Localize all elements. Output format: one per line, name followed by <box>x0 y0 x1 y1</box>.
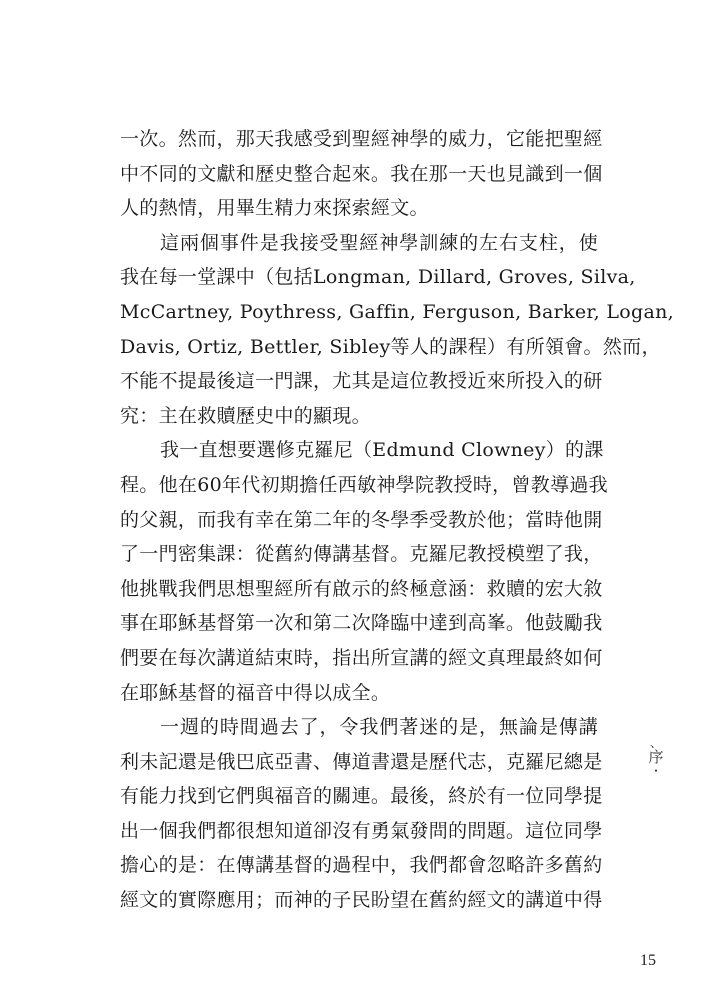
section-label: 序 <box>648 748 664 766</box>
text-line: 擔心的是：在傳講基督的過程中，我們都會忽略許多舊約 <box>120 854 603 877</box>
text-line: 人的熱情，用畢生精力來探索經文。 <box>120 197 429 220</box>
text-line: 我一直想要選修克羅尼（Edmund Clowney）的課 <box>160 439 604 462</box>
text-line: 有能力找到它們與福音的關連。最後，終於有一位同學提 <box>120 785 603 808</box>
body-text <box>120 122 674 918</box>
text-line: 出一個我們都很想知道卻沒有勇氣發問的問題。這位同學 <box>120 819 603 842</box>
text-line: 的父親，而我有幸在第二年的冬學季受教於他；當時他開 <box>120 508 603 531</box>
text-line: 這兩個事件是我接受聖經神學訓練的左右支柱，使 <box>160 231 598 254</box>
text-line: 一次。然而，那天我感受到聖經神學的威力，它能把聖經 <box>120 128 603 150</box>
text-line: 不能不提最後這一門課，尤其是這位教授近來所投入的研 <box>120 370 603 393</box>
text-line: 了一門密集課：從舊約傳講基督。克羅尼教授模塑了我， <box>120 543 603 566</box>
marker-dot-top: 、 <box>649 736 662 750</box>
text-line: McCartney, Poythress, Gaffin, Ferguson, Barker, Logan, <box>120 300 674 323</box>
text-line: 我在每一堂課中（包括Longman, Dillard, Groves, Silva, <box>120 266 636 289</box>
text-line: Davis, Ortiz, Bettler, Sibley等人的課程）有所領會。然而， <box>120 335 661 358</box>
section-marker <box>646 738 666 776</box>
page-number: 15 <box>640 952 656 969</box>
marker-dot-bottom: ・ <box>649 764 662 778</box>
text-line: 事在耶穌基督第一次和第二次降臨中達到高峯。他鼓勵我 <box>120 612 603 635</box>
text-line: 在耶穌基督的福音中得以成全。 <box>120 681 391 704</box>
text-line: 他挑戰我們思想聖經所有啟示的終極意涵：救贖的宏大敘 <box>120 577 603 600</box>
text-line: 經文的實際應用；而神的子民盼望在舊約經文的講道中得 <box>120 889 603 912</box>
text-line: 程。他在60年代初期擔任西敏神學院教授時，曾教導過我 <box>120 473 608 496</box>
text-line: 究：主在救贖歷史中的顯現。 <box>120 404 371 427</box>
text-line: 們要在每次講道結束時，指出所宣講的經文真理最終如何 <box>120 646 603 669</box>
text-line: 中不同的文獻和歷史整合起來。我在那一天也見識到一個 <box>120 162 603 185</box>
text-line: 利未記還是俄巴底亞書、傳道書還是歷代志，克羅尼總是 <box>120 750 603 773</box>
text-line: 一週的時間過去了，令我們著迷的是，無論是傳講 <box>160 716 598 739</box>
